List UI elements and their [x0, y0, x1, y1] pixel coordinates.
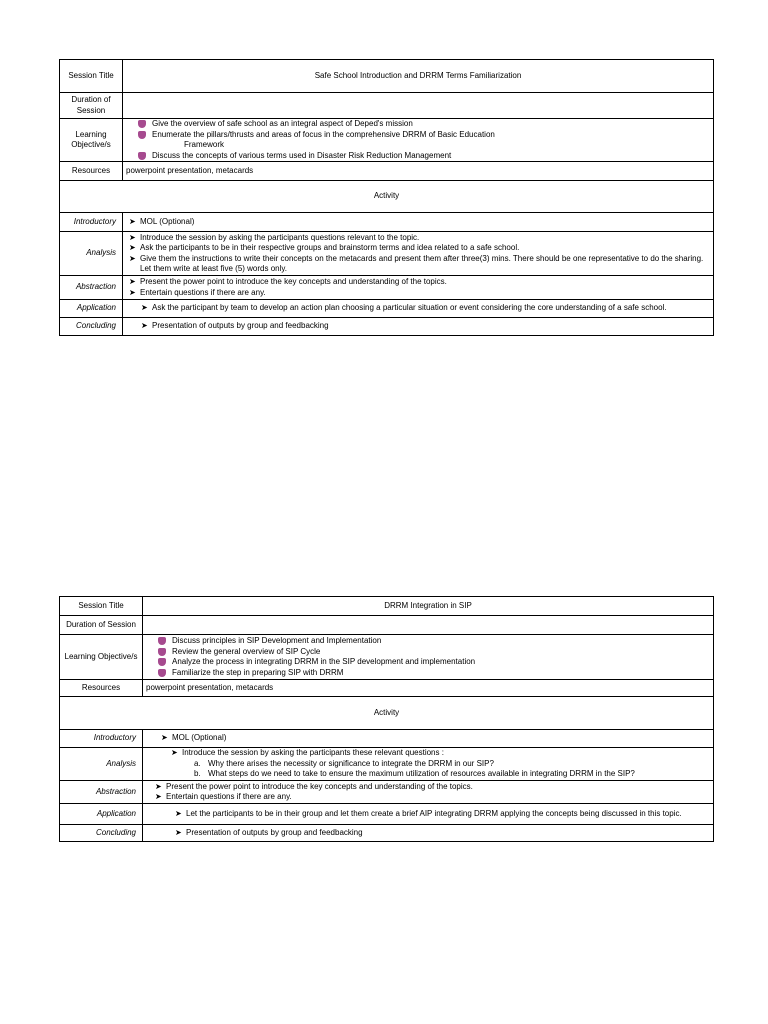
- session-title-row: [60, 60, 714, 93]
- resources-label: Resources: [60, 162, 123, 181]
- concluding-label: Concluding: [60, 825, 143, 842]
- activity-header: Activity: [60, 697, 714, 730]
- application-row: [60, 804, 714, 825]
- concluding-label: Concluding: [60, 318, 123, 336]
- analysis-label: Analysis: [60, 748, 143, 781]
- introductory-cell: [123, 213, 714, 232]
- resources-label: Resources: [60, 680, 143, 697]
- bullet-icon: [158, 637, 166, 645]
- bullet-icon: [138, 152, 146, 160]
- application-label: Application: [60, 804, 143, 825]
- application-label: Application: [60, 300, 123, 318]
- list-item: ➤ MOL (Optional): [129, 216, 195, 226]
- application-cell: [143, 804, 714, 825]
- session-table-2: [59, 596, 714, 842]
- arrow-bullet-icon: ➤: [175, 808, 182, 818]
- application-row: [60, 300, 714, 318]
- arrow-bullet-icon: ➤: [155, 792, 162, 801]
- objectives-cell: [123, 119, 714, 162]
- list-item: b. What steps do we need to take to ensure the maximum utilization of resources available in integrating DRRM in the SIP?: [194, 769, 635, 779]
- abstraction-row: [60, 276, 714, 300]
- list-item: ➤ Introduce the session by asking the participants questions relevant to the topic.: [129, 232, 420, 242]
- arrow-bullet-icon: ➤: [129, 287, 136, 297]
- list-item: Enumerate the pillars/thrusts and areas of focus in the comprehensive DRRM of Basic Education Framework: [126, 130, 710, 151]
- application-cell: [123, 300, 714, 318]
- introductory-row: [60, 730, 714, 748]
- analysis-label: Analysis: [60, 232, 123, 276]
- list-item: Give the overview of safe school as an integral aspect of Deped's mission: [126, 119, 710, 130]
- arrow-bullet-icon: ➤: [129, 277, 136, 286]
- concluding-cell: [143, 825, 714, 842]
- list-item: ➤ Presentation of outputs by group and feedbacking: [141, 321, 329, 331]
- duration-row: [60, 93, 714, 119]
- abstraction-cell: [123, 276, 714, 300]
- objectives-list: [146, 636, 710, 678]
- list-item: ➤ Entertain questions if there are any.: [129, 287, 266, 297]
- bullet-icon: [138, 120, 146, 128]
- objectives-label: Learning Objective/s: [60, 635, 143, 680]
- bullet-icon: [158, 648, 166, 656]
- arrow-bullet-icon: ➤: [171, 748, 178, 758]
- list-item: ➤ Let the participants to be in their group and let them create a brief AIP integrating DRRM applying the concepts being discussed in this topic.: [175, 808, 682, 818]
- activity-header-row: [60, 697, 714, 730]
- duration-value: [123, 93, 714, 119]
- analysis-row: [60, 748, 714, 781]
- session-title-value: Safe School Introduction and DRRM Terms Familiarization: [123, 60, 714, 93]
- list-item: ➤ Ask the participant by team to develop an action plan choosing a particular situation or event considering the core understanding of a safe school.: [141, 303, 667, 313]
- list-item: ➤ Give them the instructions to write their concepts on the metacards and present them after three(3) mins. There should be one representative to do the sharing. Let them write at least five (5) words only.: [129, 253, 704, 273]
- bullet-icon: [158, 658, 166, 666]
- session-title-value: DRRM Integration in SIP: [143, 597, 714, 616]
- list-item: Analyze the process in integrating DRRM in the SIP development and implementation: [146, 657, 710, 668]
- session-table-1: [59, 59, 714, 336]
- bullet-icon: [158, 669, 166, 677]
- analysis-cell: [123, 232, 714, 276]
- resources-value: powerpoint presentation, metacards: [123, 162, 714, 181]
- arrow-bullet-icon: ➤: [129, 253, 136, 263]
- resources-value: powerpoint presentation, metacards: [143, 680, 714, 697]
- arrow-bullet-icon: ➤: [155, 781, 162, 791]
- duration-value: [143, 616, 714, 635]
- list-item: Discuss the concepts of various terms used in Disaster Risk Reduction Management: [126, 151, 710, 162]
- introductory-row: [60, 213, 714, 232]
- list-item: Familiarize the step in preparing SIP with DRRM: [146, 668, 710, 679]
- duration-label: Duration of Session: [60, 616, 143, 635]
- objectives-list: [126, 119, 710, 161]
- arrow-bullet-icon: ➤: [175, 827, 182, 837]
- list-item: Discuss principles in SIP Development and Implementation: [146, 636, 710, 647]
- objectives-row: [60, 635, 714, 680]
- bullet-icon: [138, 131, 146, 139]
- list-item: Review the general overview of SIP Cycle: [146, 647, 710, 658]
- activity-header: Activity: [60, 181, 714, 213]
- concluding-row: [60, 825, 714, 842]
- analysis-cell: [143, 748, 714, 781]
- resources-row: [60, 680, 714, 697]
- duration-label: Duration of Session: [60, 93, 123, 119]
- concluding-row: [60, 318, 714, 336]
- analysis-questions: [146, 759, 710, 780]
- arrow-bullet-icon: ➤: [129, 243, 136, 252]
- objectives-label: Learning Objective/s: [60, 119, 123, 162]
- activity-header-row: [60, 181, 714, 213]
- resources-row: [60, 162, 714, 181]
- analysis-row: [60, 232, 714, 276]
- arrow-bullet-icon: ➤: [129, 232, 136, 242]
- arrow-bullet-icon: ➤: [141, 321, 148, 331]
- arrow-bullet-icon: ➤: [129, 216, 136, 226]
- duration-row: [60, 616, 714, 635]
- arrow-bullet-icon: ➤: [161, 733, 168, 743]
- introductory-label: Introductory: [60, 730, 143, 748]
- arrow-bullet-icon: ➤: [141, 303, 148, 313]
- introductory-label: Introductory: [60, 213, 123, 232]
- introductory-cell: [143, 730, 714, 748]
- list-item: ➤ MOL (Optional): [161, 733, 227, 743]
- list-item: a. Why there arises the necessity or significance to integrate the DRRM in our SIP?: [194, 758, 494, 768]
- abstraction-label: Abstraction: [60, 781, 143, 804]
- session-title-label: Session Title: [60, 597, 143, 616]
- list-item: ➤ Entertain questions if there are any.: [155, 792, 292, 801]
- concluding-cell: [123, 318, 714, 336]
- list-item: ➤ Introduce the session by asking the participants these relevant questions :: [171, 748, 444, 758]
- list-item: ➤ Present the power point to introduce the key concepts and understanding of the topics.: [129, 277, 447, 286]
- session-title-row: [60, 597, 714, 616]
- objectives-row: [60, 119, 714, 162]
- list-item: ➤ Presentation of outputs by group and feedbacking: [175, 827, 363, 837]
- objectives-cell: [143, 635, 714, 680]
- session-title-label: Session Title: [60, 60, 123, 93]
- abstraction-row: [60, 781, 714, 804]
- list-item: ➤ Ask the participants to be in their respective groups and brainstorm terms and idea related to a safe school.: [129, 243, 520, 252]
- abstraction-cell: [143, 781, 714, 804]
- list-item: ➤ Present the power point to introduce the key concepts and understanding of the topics.: [155, 781, 473, 791]
- abstraction-label: Abstraction: [60, 276, 123, 300]
